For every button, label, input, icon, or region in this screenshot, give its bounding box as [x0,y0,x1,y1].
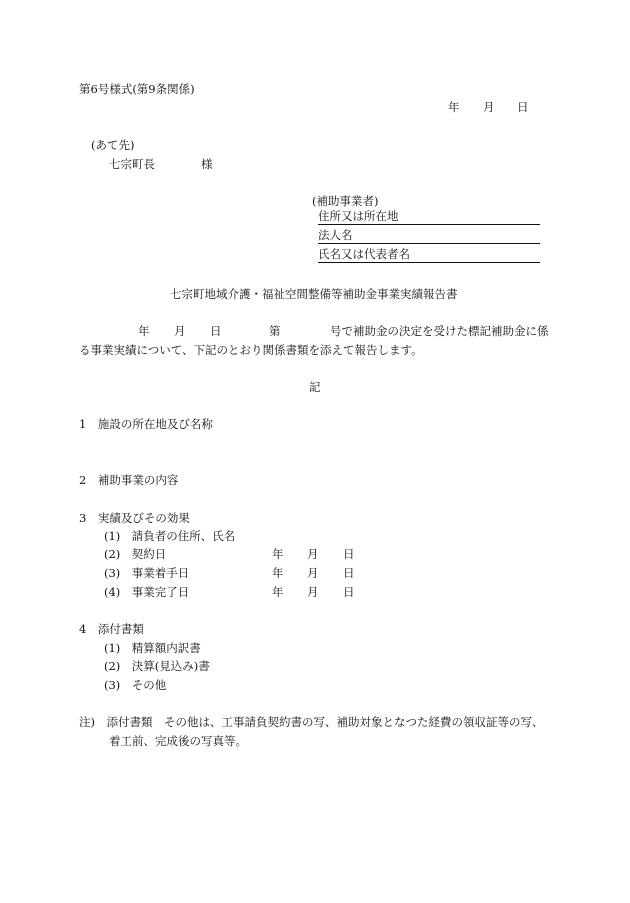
completion-date-year: 年 [272,585,284,599]
start-date-month: 月 [307,566,319,580]
completion-date-day: 日 [343,585,355,599]
date-year: 年 [448,100,460,114]
completion-date-label: (4) 事業完了日 [104,585,190,599]
start-date-day: 日 [343,566,355,580]
document-title: 七宗町地域介護・福祉空間整備等補助金事業実績報告書 [170,287,458,301]
contract-date-label: (2) 契約日 [104,547,167,561]
contract-date-year: 年 [272,547,284,561]
list-item: (1) 請負者の住所、氏名 [104,529,236,543]
form-number: 第6号様式(第9条関係) [79,82,195,96]
addressee-name: 七宗町長 [109,157,155,171]
section-2-heading: 2 補助事業の内容 [79,473,179,487]
body-year: 年 [138,324,150,338]
completion-date-month: 月 [307,585,319,599]
body-line1-text: 号で補助金の決定を受けた標記補助金に係 [330,324,549,338]
section-1-heading: 1 施設の所在地及び名称 [79,417,213,431]
section-3-heading: 3 実績及びその効果 [79,511,190,525]
addressee-honorific: 様 [201,157,213,171]
date-day: 日 [517,100,529,114]
date-month: 月 [483,100,495,114]
address-field [318,209,540,225]
body-number-label: 第 [269,324,281,338]
addressee-label: (あて先) [91,138,135,152]
body-day: 日 [210,324,222,338]
contract-date-month: 月 [307,547,319,561]
note-line-2: 着工前、完成後の写真等。 [109,734,247,748]
body-month: 月 [174,324,186,338]
body-line2-text: る事業実績について、下記のとおり関係書類を添えて報告します。 [79,343,423,357]
note-line-1: 注) 添付書類 その他は、工事請負契約書の写、補助対象となつた経費の領収証等の写、 [79,715,544,729]
start-date-year: 年 [272,566,284,580]
list-item: (3) その他 [104,678,167,692]
address-label: 住所又は所在地 [318,209,399,223]
representative-label: 氏名又は代表者名 [318,247,410,261]
list-item: (2) 決算(見込み)書 [104,659,210,673]
ki-marker: 記 [309,380,321,394]
section-4-heading: 4 添付書類 [79,622,144,636]
start-date-label: (3) 事業着手日 [104,566,190,580]
list-item: (1) 精算額内訳書 [104,641,201,655]
representative-field [318,247,540,263]
corporation-field [318,228,540,244]
contract-date-day: 日 [343,547,355,561]
applicant-heading: (補助事業者) [312,194,379,208]
corporation-label: 法人名 [318,228,353,242]
